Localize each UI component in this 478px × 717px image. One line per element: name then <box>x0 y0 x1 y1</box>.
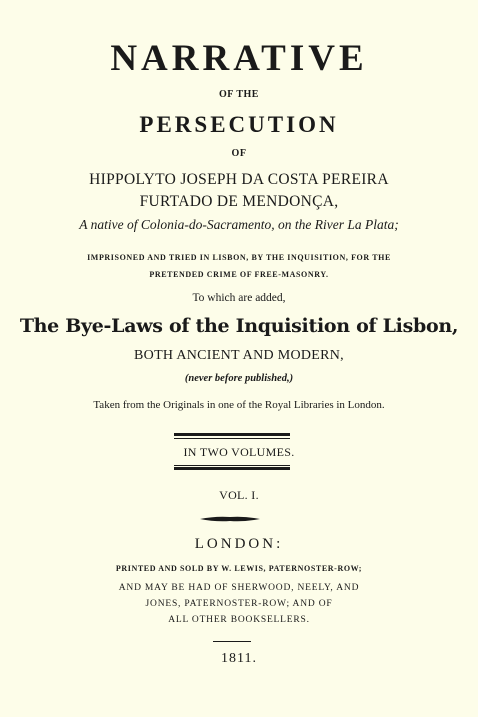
printer-line: PRINTED AND SOLD BY W. LEWIS, PATERNOSTER-ROW; <box>115 564 363 573</box>
year-rule <box>213 641 251 642</box>
of-the-line: OF THE <box>219 89 259 100</box>
author-name-line-2: FURTADO DE MENDONÇA, <box>139 193 339 210</box>
persecution-title: PERSECUTION <box>139 112 339 137</box>
originals-line: Taken from the Originals in one of the Royal Libraries in London. <box>93 399 385 411</box>
volumes-line: IN TWO VOLUMES. <box>183 445 295 459</box>
ancient-modern-line: BOTH ANCIENT AND MODERN, <box>134 348 344 363</box>
native-line: A native of Colonia-do-Sacramento, on the River La Plata; <box>79 217 399 232</box>
never-published-line: (never before published,) <box>184 373 294 384</box>
imprint-city: LONDON: <box>194 536 284 552</box>
imprisoned-line: IMPRISONED AND TRIED IN LISBON, BY THE INQUISITION, FOR THE <box>87 253 391 262</box>
double-rule-top-thick <box>174 433 290 436</box>
of-line: OF <box>231 148 247 159</box>
double-rule-bottom-thin <box>174 465 290 466</box>
sellers-line-2: JONES, PATERNOSTER-ROW; AND OF <box>145 599 333 609</box>
double-rule-bottom-thick <box>174 467 290 470</box>
bye-laws-line: The Bye-Laws of the Inquisition of Lisbon, <box>19 315 459 337</box>
sellers-line-3: ALL OTHER BOOKSELLERS. <box>168 615 310 625</box>
main-title: NARRATIVE <box>110 38 368 79</box>
author-name-line-1: HIPPOLYTO JOSEPH DA COSTA PEREIRA <box>89 171 389 188</box>
pretended-crime-line: PRETENDED CRIME OF FREE-MASONRY. <box>149 270 329 279</box>
publication-year: 1811. <box>221 651 257 666</box>
volume-number: VOL. I. <box>219 488 259 502</box>
added-line: To which are added, <box>192 292 286 304</box>
double-rule-top-thin <box>174 438 290 439</box>
sellers-line-1: AND MAY BE HAD OF SHERWOOD, NEELY, AND <box>118 583 360 593</box>
ornament-rule-icon <box>200 514 260 524</box>
